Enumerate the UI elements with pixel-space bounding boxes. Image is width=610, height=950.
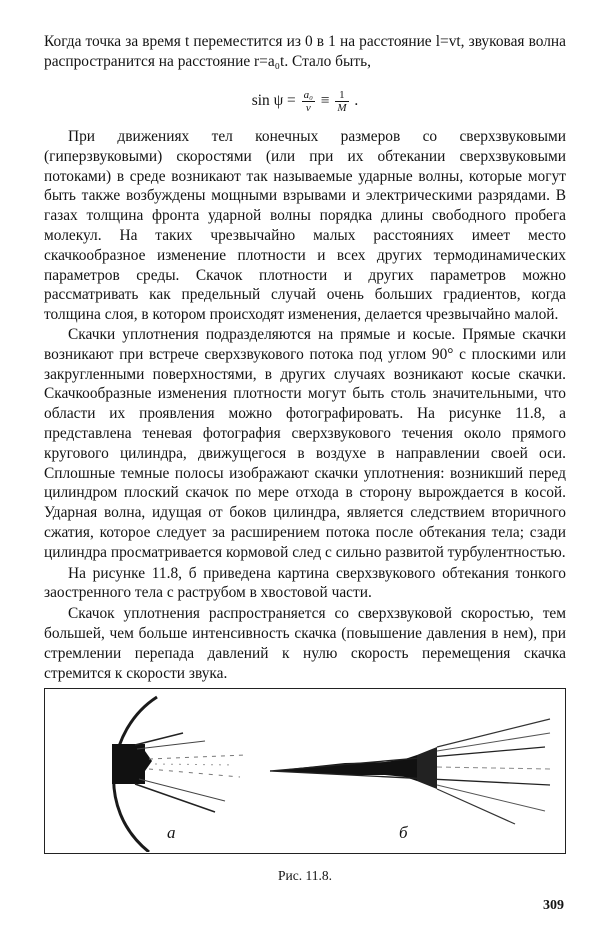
figure-label-a: а	[167, 823, 176, 842]
paragraph-figure-b: На рисунке 11.8, б приведена картина сверхзвукового обтекания тонкого заостренного тела с раструбом в хвостовой части.	[44, 564, 566, 602]
formula-frac1-numerator: a₀	[303, 89, 313, 101]
figure-11-8	[44, 688, 566, 854]
flare-wake	[437, 767, 550, 769]
body-flare	[417, 747, 437, 789]
wake-line-3	[155, 764, 235, 765]
figure-shadow-photos	[45, 689, 564, 852]
flare-shock-upper	[437, 719, 550, 747]
figure-caption: Рис. 11.8.	[278, 868, 332, 883]
wake-line-2	[149, 769, 240, 777]
page-number: 309	[543, 898, 564, 913]
wake-line-1	[149, 755, 245, 759]
paragraph-shock-waves: При движениях тел конечных размеров со сверхзвуковыми (гиперзвуковыми) скоростями (или при их обтекании сверхзвуковыми потоками) в среде возникают так называемые ударные волны, которые могут быть также возбуждены мощными взрывами и электрическими разрядами. В газах толщина фронта ударной волны порядка длины свободного пробега молекул. На таких чрезвычайно малых расстояниях имеет место скачкообразное изменение плотности и всех других термодинамических параметров среды. Скачок плотности и других параметров можно рассматривать как предельный случай очень больших градиентов, когда толщина слоя, в котором происходят изменения, делается чрезвычайно малой.	[44, 128, 566, 324]
formula-lhs: sin ψ =	[251, 92, 296, 110]
formula-fraction-a0-v	[302, 89, 315, 114]
flare-shock-lower-2	[437, 785, 545, 811]
formula-frac1-denominator: v	[305, 102, 311, 114]
formula-frac2-denominator: M	[337, 102, 347, 114]
cylinder-body	[112, 744, 145, 784]
formula-frac2-numerator: 1	[335, 89, 348, 102]
upper-shock-line	[135, 733, 183, 745]
intro-text: Когда точка за время t переместится из 0 в 1 на расстояние l=vt, звуковая волна распространится на расстояние r=a₀t. Стало быть,	[44, 33, 566, 70]
intro-paragraph	[44, 32, 566, 72]
formula-sin-psi	[0, 89, 610, 114]
formula-equiv-sign: ≡	[320, 92, 330, 110]
formula-end: .	[354, 92, 359, 110]
formula-fraction-1-m	[335, 89, 348, 114]
figure-label-b: б	[399, 823, 408, 842]
paragraph-shock-speed: Скачок уплотнения распространяется со сверхзвуковой скоростью, тем большей, чем больше интенсивность скачка (повышение давления в нем), при стремлении перепада давлений к нулю скорость перемещения скачка стремится к скорости звука.	[44, 605, 566, 682]
cylinder-nose	[145, 751, 152, 771]
paragraph-shock-types: Скачки уплотнения подразделяются на прямые и косые. Прямые скачки возникают при встрече сверхзвукового потока под углом 90° с плоскими или закругленными поверхностями, в других случаях возникают косые скачки. Скачкообразные изменения плотности могут быть столь значительными, что области их проявления можно фотографировать. На рисунке 11.8, а представлена теневая фотография сверхзвукового течения около прямого кругового цилиндра, движущегося в воздухе в направлении своей оси. Сплошные темные полосы изображают скачки уплотнения: возникший перед цилиндром плоский скачок по мере отхода в сторону вырождается в косой. Ударная волна, идущая от боков цилиндра, является следствием вторичного сжатия, которое следует за расширением потока после обтекания тела; сзади цилиндра просматривается кормовой след с сильно развитой турбулентностью.	[44, 325, 566, 561]
body-text	[44, 127, 566, 683]
